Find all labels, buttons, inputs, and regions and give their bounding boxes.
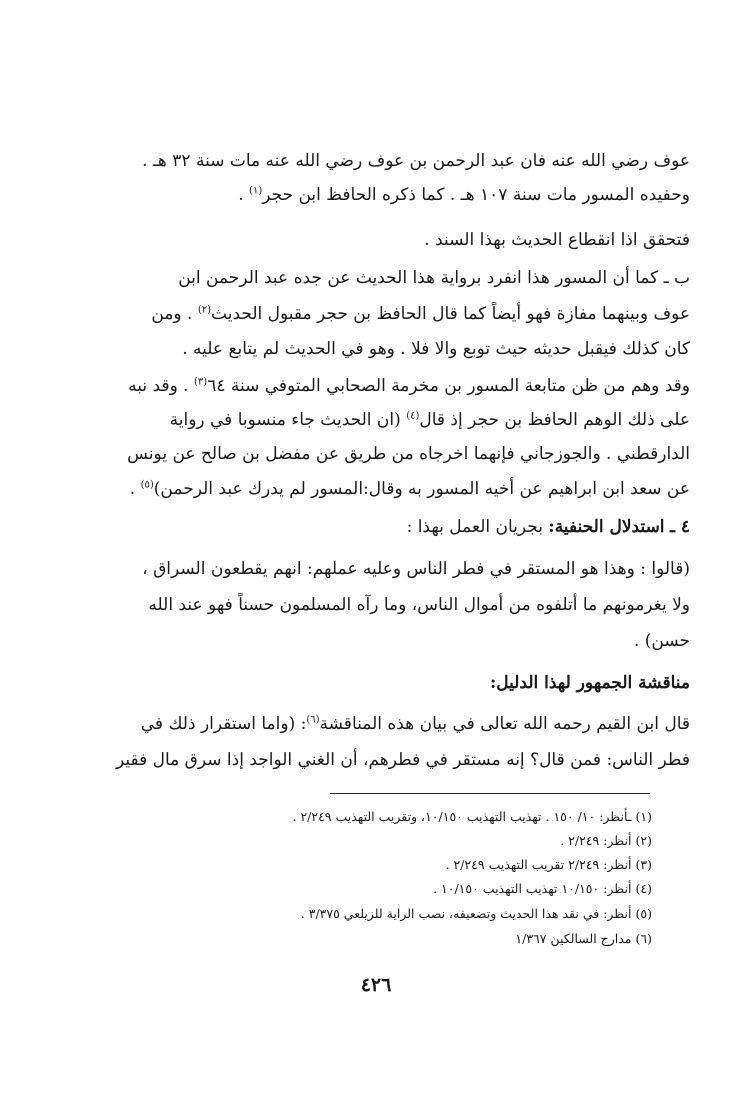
body-line: عوف رضي الله عنه فان عبد الرحمن بن عوف رضي الله عنه مات سنة ٣٢ هـ . xyxy=(142,151,690,171)
body-line: على ذلك الوهم الحافظ بن حجر إذ قال$^{(٤)}$ (ان الحديث جاء منسوبا في رواية xyxy=(169,410,690,430)
body-line: حسن) . xyxy=(633,631,690,651)
body-line: ب ـ كما أن المسور هذا انفرد برواية هذا الحديث عن جده عبد الرحمن ابن xyxy=(178,268,690,288)
body-line: ولا يغرمونهم ما أتلفوه من أموال الناس، وما رآه المسلمون حسناً فهو عند الله xyxy=(148,595,690,615)
body-line: وقد وهم من ظن متابعة المسور بن مخرمة الصحابي المتوفي سنة ٦٤$^{(٣)}$ . وقد نبه xyxy=(128,376,690,396)
body-line: (قالوا : وهذا هو المستقر في فطر الناس وعليه عملهم: انهم يقطعون السراق ، xyxy=(142,559,690,579)
body-line: كان كذلك فيقبل حديثه حيث توبع والا فلا . وهو في الحديث لم يتابع عليه . xyxy=(182,339,690,359)
footnote-ref: (٢) xyxy=(197,304,212,316)
footnote-ref: (٤) xyxy=(406,410,420,422)
body-line: وحفيده المسور مات سنة ١٠٧ هـ . كما ذكره الحافظ ابن حجر$^{(١)}$ . xyxy=(238,185,690,205)
body-line: قال ابن القيم رحمه الله تعالى في بيان هذه المناقشة$^{(٦)}$: (واما استقرار ذلك في xyxy=(140,714,690,734)
body-line: عن سعد ابن ابراهيم عن أخيه المسور به وقال:المسور لم يدرك عبد الرحمن)$^{(٥)}$ . xyxy=(129,479,690,499)
footnote-ref: (٦) xyxy=(306,714,320,726)
footnote-ref: (٥) xyxy=(140,479,154,491)
body-line: عوف وبينهما مفازة فهو أيضاً كما قال الحافظ بن حجر مقبول الحديث$^{(٢)}$ . ومن xyxy=(151,304,690,324)
body-line: فطر الناس: فمن قال؟ إنه مستقر في فطرهم، أن الغني الواجد إذا سرق مال فقير xyxy=(116,750,690,770)
footnote: (٤) أنظر: ١٠/١٥٠ تهذيب التهذيب ١٠/١٥٠ . xyxy=(433,881,652,896)
footnote: (٥) أنظر: في نقد هذا الحديث وتضعيفه، نصب الراية للزيلعي ٣/٣٧٥ . xyxy=(300,906,652,921)
body-line: الدارقطني . والجوزجاني فإنهما اخرجاه من طريق عن مفضل بن صالح عن يونس xyxy=(127,444,690,464)
footnote: (١) ـأنظر: ١٠/ ١٥٠ . تهذيب التهذيب ١٠/١٥٠، وتقريب التهذيب ٢/٢٤٩ . xyxy=(292,809,652,824)
page-number: ٤٢٦ xyxy=(360,974,392,996)
subheading: مناقشة الجمهور لهذا الدليل: xyxy=(489,673,690,693)
footnote-divider xyxy=(330,793,650,794)
footnote-ref: (٣) xyxy=(194,376,208,388)
footnote: (٢) أنظر: ٢/٢٤٩ . xyxy=(560,833,652,848)
footnote: (٦) مدارج السالكين ١/٣٦٧ xyxy=(515,931,652,946)
footnote: (٣) أنظر: ٢/٢٤٩ تقريب التهذيب ٢/٢٤٩ . xyxy=(445,857,652,872)
section-heading: ٤ ـ استدلال الحنفية: بجريان العمل بهذا : xyxy=(406,517,690,537)
footnote-ref: (١) xyxy=(249,185,263,197)
body-line: فتحقق اذا انقطاع الحديث بهذا السند . xyxy=(424,230,690,250)
